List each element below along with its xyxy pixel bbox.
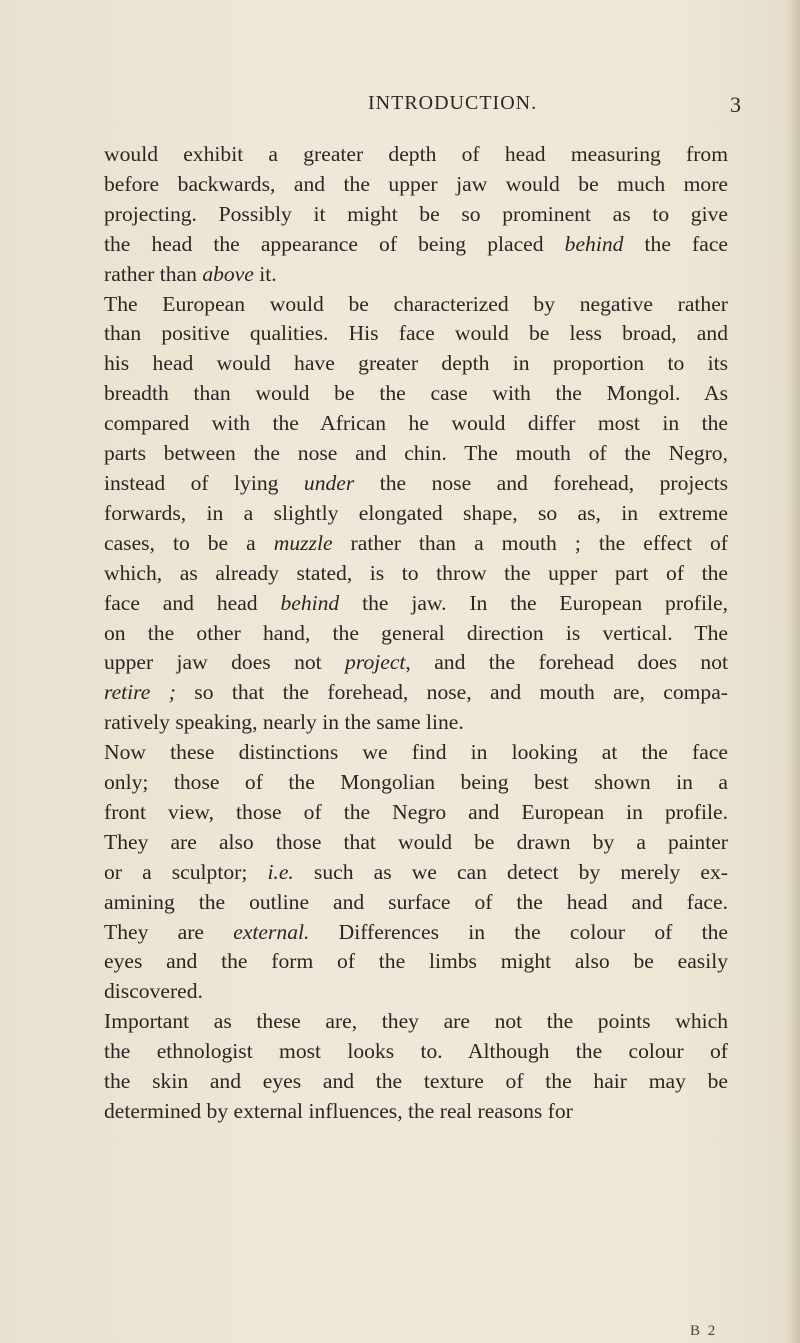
italic-emphasis: muzzle [273,530,333,555]
text-line: face and head behind the jaw. In the European profile, [104,590,728,615]
text-line: parts between the nose and chin. The mouth of the Negro, [104,441,728,466]
text-line: Now these distinctions we find in looking at the face [104,740,728,765]
italic-emphasis: under [303,470,355,495]
page-number: 3 [730,92,741,117]
printer-signature-mark: B 2 [690,1323,718,1339]
paragraph [104,738,728,1007]
paragraph [104,140,728,290]
text-line: forwards, in a slightly elongated shape, so as, in extreme [104,500,728,525]
italic-emphasis: external. [233,919,310,944]
text-line: the skin and eyes and the texture of the hair may be [104,1069,728,1094]
text-line: breadth than would be the case with the Mongol. As [104,381,728,406]
text-line: amining the outline and surface of the head and face. [104,889,728,914]
paragraph [104,290,728,739]
text-line: than positive qualities. His face would be less broad, and [104,321,728,346]
body-text [104,140,728,1127]
text-line: The European would be characterized by negative rather [104,291,728,316]
text-line: They are external. Differences in the colour of the [104,919,728,944]
text-line: before backwards, and the upper jaw would be much more [104,171,728,196]
text-line: ratively speaking, nearly in the same line. [104,710,464,735]
text-line: determined by external influences, the real reasons for [104,1099,573,1123]
italic-emphasis: behind [280,590,340,615]
text-line: They are also those that would be drawn by a painter [104,829,728,854]
text-line: discovered. [104,979,203,1004]
text-line: rather than above it. [104,261,277,286]
italic-emphasis: above [202,261,254,286]
text-line: on the other hand, the general direction is vertical. The [104,620,728,645]
text-line: front view, those of the Negro and European in profile. [104,799,728,824]
paragraph [104,1007,728,1127]
text-line: retire ; so that the forehead, nose, and mouth are, compa- [104,680,728,705]
text-line: Important as these are, they are not the points which [104,1009,728,1034]
italic-emphasis: behind [564,231,624,256]
text-line: upper jaw does not project, and the forehead does not [104,650,728,675]
text-line: instead of lying under the nose and forehead, projects [104,470,728,495]
text-line: only; those of the Mongolian being best shown in a [104,770,728,795]
italic-emphasis: retire ; [104,680,176,705]
text-line: his head would have greater depth in proportion to its [104,351,728,376]
text-line: eyes and the form of the limbs might also be easily [104,949,728,974]
running-title: INTRODUCTION. [368,92,538,114]
text-line: projecting. Possibly it might be so prominent as to give [104,201,728,226]
text-line: cases, to be a muzzle rather than a mouth ; the effect of [104,530,728,555]
text-line: or a sculptor; i.e. such as we can detect by merely ex- [104,859,728,884]
running-head [0,92,800,122]
text-line: compared with the African he would differ most in the [104,411,728,436]
text-line: would exhibit a greater depth of head measuring from [104,142,728,166]
italic-emphasis: project [345,650,406,675]
text-line: the head the appearance of being placed behind the face [104,231,728,256]
text-line: the ethnologist most looks to. Although the colour of [104,1039,728,1064]
italic-emphasis: i.e. [267,859,294,884]
text-line: which, as already stated, is to throw the upper part of the [104,560,728,585]
page-edge-shadow [786,0,800,1343]
